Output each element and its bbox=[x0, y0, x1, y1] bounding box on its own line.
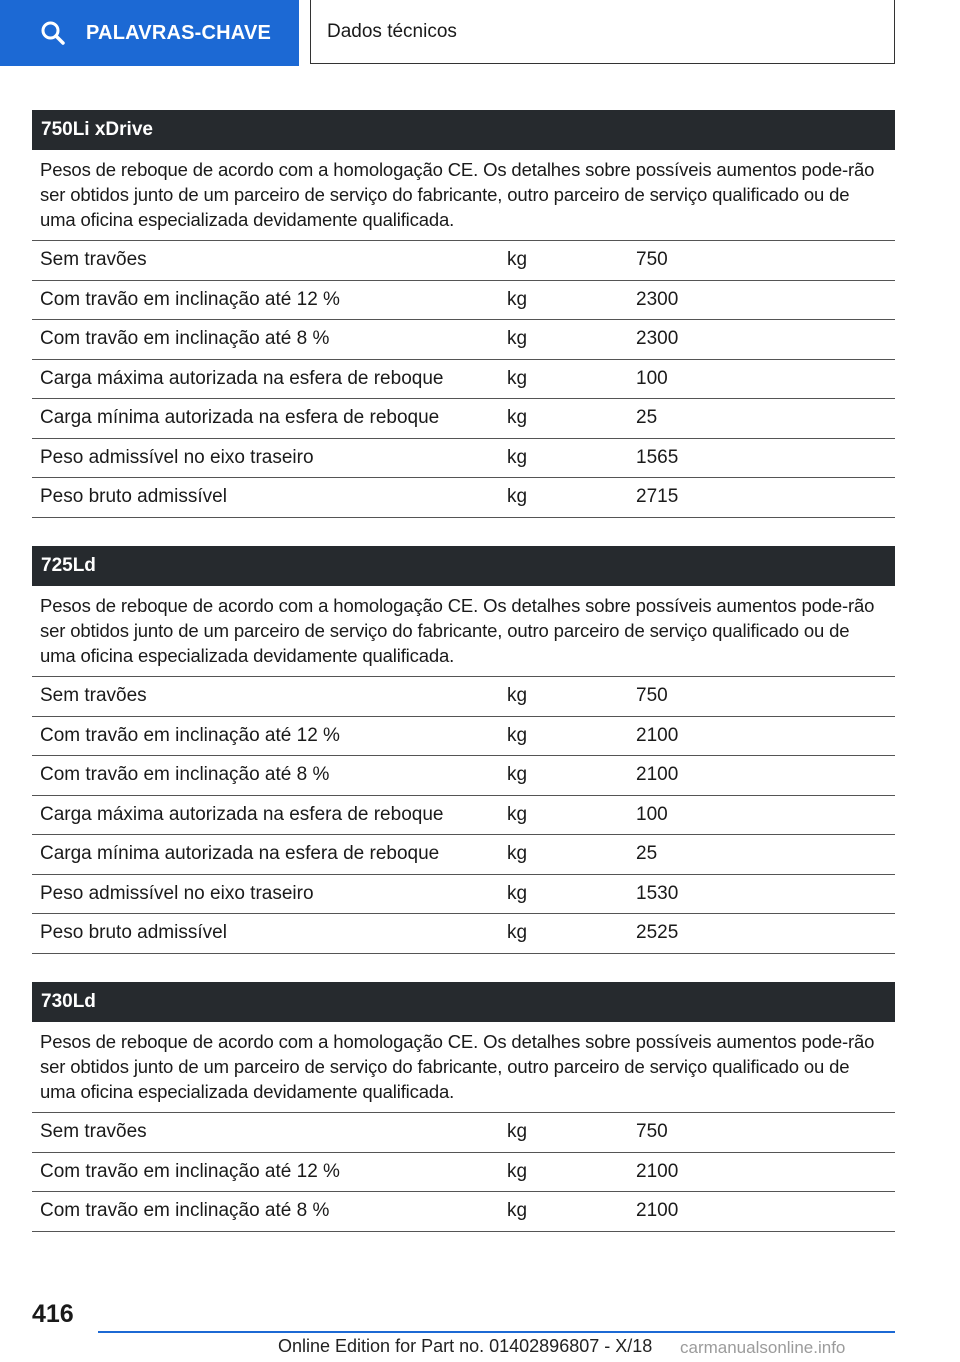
row-value: 2100 bbox=[636, 1200, 679, 1222]
row-unit: kg bbox=[507, 922, 528, 944]
row-unit: kg bbox=[507, 803, 528, 825]
watermark: carmanualsonline.info bbox=[680, 1338, 846, 1357]
row-unit: kg bbox=[507, 407, 528, 429]
row-value: 2100 bbox=[636, 724, 679, 746]
page-number: 416 bbox=[32, 1300, 74, 1328]
row-label: Com travão em inclinação até 12 % bbox=[40, 288, 340, 310]
row-value: 2100 bbox=[636, 764, 679, 786]
table-row bbox=[32, 914, 895, 954]
row-label: Sem travões bbox=[40, 1121, 147, 1143]
row-label: Com travão em inclinação até 8 % bbox=[40, 764, 330, 786]
row-value: 2300 bbox=[636, 328, 679, 350]
top-bar bbox=[0, 0, 960, 66]
row-value: 1530 bbox=[636, 882, 679, 904]
table-row bbox=[32, 835, 895, 875]
table-row bbox=[32, 399, 895, 439]
table-row bbox=[32, 756, 895, 796]
section-description: Pesos de reboque de acordo com a homologação CE. Os detalhes sobre possíveis aumentos pode-rão ser obtidos junto de um parceiro de serviço do fabricante, outro parceiro de serviço qualificado ou de uma oficina especializada devidamente qualificada. bbox=[32, 150, 895, 241]
row-unit: kg bbox=[507, 764, 528, 786]
breadcrumb-text: Dados técnicos bbox=[327, 20, 457, 42]
row-unit: kg bbox=[507, 486, 528, 508]
spec-section bbox=[32, 982, 895, 1232]
section-title: 730Ld bbox=[32, 982, 895, 1022]
row-unit: kg bbox=[507, 367, 528, 389]
table-row bbox=[32, 796, 895, 836]
table-row bbox=[32, 1153, 895, 1193]
row-value: 2100 bbox=[636, 1160, 679, 1182]
row-label: Sem travões bbox=[40, 249, 147, 271]
row-unit: kg bbox=[507, 1160, 528, 1182]
section-description: Pesos de reboque de acordo com a homologação CE. Os detalhes sobre possíveis aumentos pode-rão ser obtidos junto de um parceiro de serviço do fabricante, outro parceiro de serviço qualificado ou de uma oficina especializada devidamente qualificada. bbox=[32, 586, 895, 677]
row-unit: kg bbox=[507, 1200, 528, 1222]
table-row bbox=[32, 360, 895, 400]
row-value: 100 bbox=[636, 803, 668, 825]
row-unit: kg bbox=[507, 288, 528, 310]
row-label: Carga mínima autorizada na esfera de reboque bbox=[40, 843, 440, 865]
keywords-label: PALAVRAS-CHAVE bbox=[86, 21, 272, 44]
table-row bbox=[32, 281, 895, 321]
row-unit: kg bbox=[507, 724, 528, 746]
section-title: 750Li xDrive bbox=[32, 110, 895, 150]
table-row bbox=[32, 677, 895, 717]
row-value: 2525 bbox=[636, 922, 679, 944]
row-unit: kg bbox=[507, 685, 528, 707]
row-value: 750 bbox=[636, 1121, 668, 1143]
row-value: 100 bbox=[636, 367, 668, 389]
row-label: Carga mínima autorizada na esfera de reboque bbox=[40, 407, 440, 429]
row-label: Peso bruto admissível bbox=[40, 486, 227, 508]
row-label: Com travão em inclinação até 8 % bbox=[40, 1200, 330, 1222]
row-unit: kg bbox=[507, 249, 528, 271]
table-row bbox=[32, 1192, 895, 1232]
table-row bbox=[32, 717, 895, 757]
row-value: 2715 bbox=[636, 486, 679, 508]
table-row bbox=[32, 875, 895, 915]
footer-divider bbox=[98, 1331, 895, 1333]
row-value: 25 bbox=[636, 843, 658, 865]
section-description: Pesos de reboque de acordo com a homologação CE. Os detalhes sobre possíveis aumentos pode-rão ser obtidos junto de um parceiro de serviço do fabricante, outro parceiro de serviço qualificado ou de uma oficina especializada devidamente qualificada. bbox=[32, 1022, 895, 1113]
row-label: Peso bruto admissível bbox=[40, 922, 227, 944]
row-value: 750 bbox=[636, 249, 668, 271]
breadcrumb[interactable] bbox=[310, 0, 895, 64]
row-label: Carga máxima autorizada na esfera de reboque bbox=[40, 367, 444, 389]
row-label: Peso admissível no eixo traseiro bbox=[40, 446, 314, 468]
row-unit: kg bbox=[507, 328, 528, 350]
edition-text: Online Edition for Part no. 01402896807 - X/18 bbox=[278, 1336, 653, 1356]
row-value: 25 bbox=[636, 407, 658, 429]
section-title: 725Ld bbox=[32, 546, 895, 586]
row-label: Com travão em inclinação até 12 % bbox=[40, 1160, 340, 1182]
keywords-button[interactable] bbox=[0, 0, 299, 66]
row-label: Peso admissível no eixo traseiro bbox=[40, 882, 314, 904]
table-row bbox=[32, 320, 895, 360]
row-value: 750 bbox=[636, 685, 668, 707]
row-unit: kg bbox=[507, 843, 528, 865]
spec-section bbox=[32, 546, 895, 954]
row-value: 1565 bbox=[636, 446, 679, 468]
table-row bbox=[32, 1113, 895, 1153]
row-label: Com travão em inclinação até 8 % bbox=[40, 328, 330, 350]
table-row bbox=[32, 478, 895, 518]
spec-section bbox=[32, 110, 895, 518]
table-row bbox=[32, 241, 895, 281]
row-label: Com travão em inclinação até 12 % bbox=[40, 724, 340, 746]
table-row bbox=[32, 439, 895, 479]
search-icon bbox=[40, 20, 66, 46]
row-label: Carga máxima autorizada na esfera de reboque bbox=[40, 803, 444, 825]
row-value: 2300 bbox=[636, 288, 679, 310]
row-unit: kg bbox=[507, 882, 528, 904]
row-unit: kg bbox=[507, 446, 528, 468]
row-label: Sem travões bbox=[40, 685, 147, 707]
row-unit: kg bbox=[507, 1121, 528, 1143]
